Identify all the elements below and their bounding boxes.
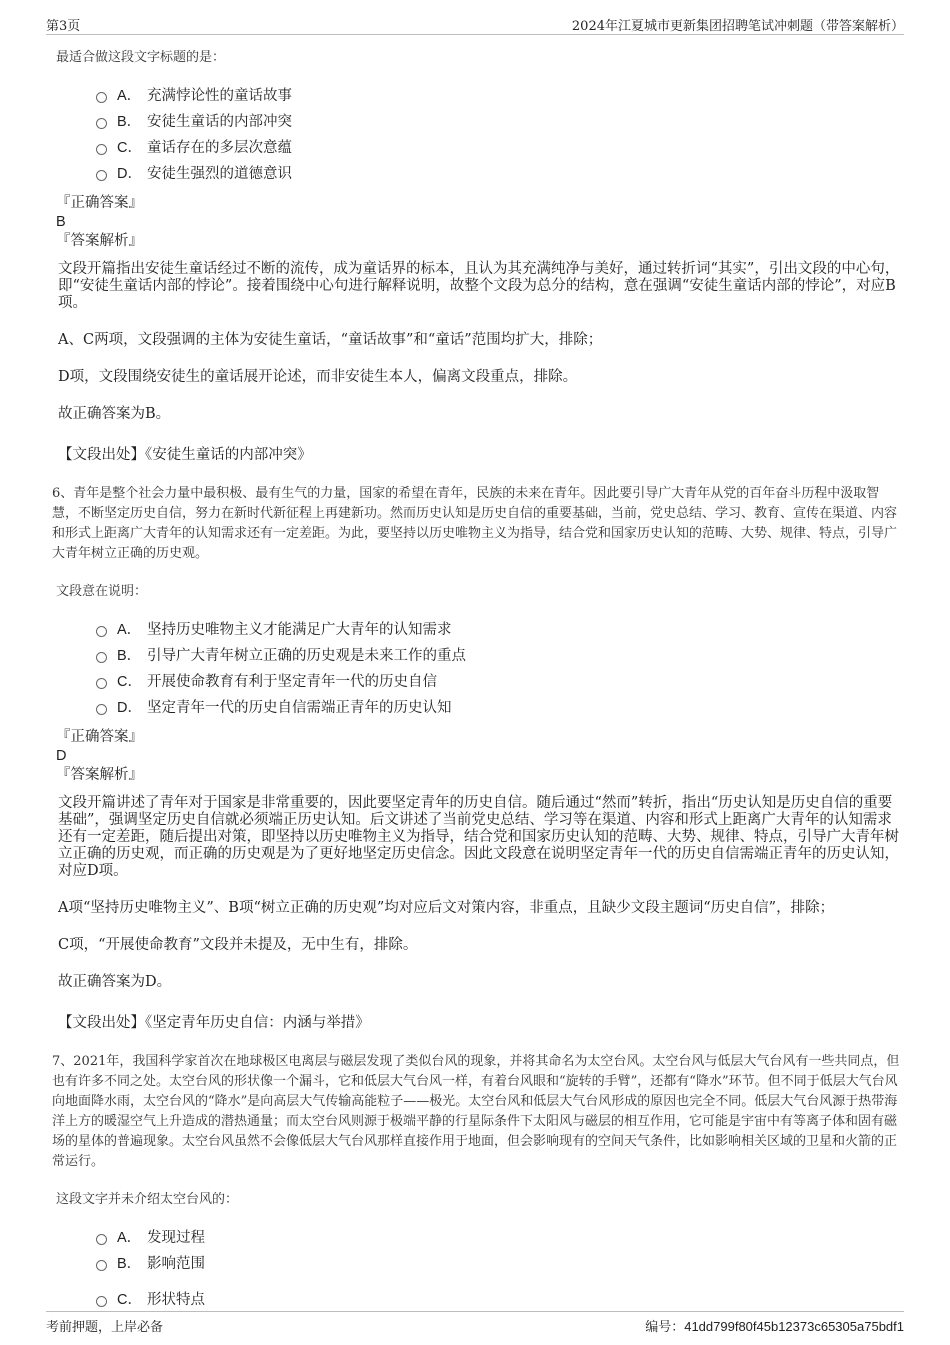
option-b[interactable] bbox=[96, 1249, 901, 1275]
option-letter: C． bbox=[117, 673, 142, 690]
passage-source: 【文段出处】《坚定青年历史自信：内涵与举措》 bbox=[58, 1015, 370, 1031]
option-text: 安徒生强烈的道德意识 bbox=[147, 165, 292, 182]
page-number: 第3页 bbox=[46, 19, 81, 34]
option-a[interactable] bbox=[96, 615, 901, 641]
document-code bbox=[645, 1316, 904, 1335]
page-footer bbox=[46, 1311, 904, 1336]
analysis-paragraph: 文段开篇指出安徒生童话经过不断的流传，成为童话界的标本，且认为其充满纯净与美好，通过转折词“其实”，引出文段的中心句，即“安徒生童话内部的悖论”。接着围绕中心句进行解释说明，故整个文段为总分的结构，意在强调“安徒生童话内部的悖论”，对应B项。 bbox=[58, 261, 900, 311]
option-text: 引导广大青年树立正确的历史观是未来工作的重点 bbox=[147, 647, 466, 664]
option-letter: C． bbox=[117, 139, 142, 156]
option-text: 坚持历史唯物主义才能满足广大青年的认知需求 bbox=[147, 621, 452, 638]
analysis-paragraph: C项，“开展使命教育”文段并未提及，无中生有，排除。 bbox=[58, 937, 418, 953]
correct-answer: D bbox=[56, 748, 67, 764]
code-label: 编号： bbox=[645, 1320, 685, 1335]
page-content bbox=[52, 46, 901, 1319]
question-text: 6、青年是整个社会力量中最积极、最有生气的力量，国家的希望在青年，民族的未来在青年。因此要引导广大青年从党的百年奋斗历程中汲取智慧，不断坚定历史自信，努力在新时代新征程上再建新功。然而历史认知是历史自信的重要基础，当前，党史总结、学习、教育、宣传在渠道、内容和形式上距离广大青年的认知需求还有一定差距。为此，要坚持以历史唯物主义为指导，结合党和国家历史认知的范畴、大势、规律、特点，引导广大青年树立正确的历史观。 bbox=[52, 486, 898, 561]
correct-answer-label: 『正确答案』 bbox=[56, 195, 143, 211]
question-5 bbox=[56, 46, 901, 464]
option-letter: A． bbox=[117, 87, 142, 104]
radio-icon[interactable] bbox=[96, 1296, 107, 1307]
analysis-label: 『答案解析』 bbox=[56, 233, 143, 249]
analysis-label: 『答案解析』 bbox=[56, 767, 143, 783]
footer-slogan: 考前押题，上岸必备 bbox=[46, 1320, 164, 1335]
radio-icon[interactable] bbox=[96, 704, 107, 715]
analysis-body bbox=[58, 261, 901, 423]
option-text: 充满悖论性的童话故事 bbox=[147, 87, 292, 104]
option-text: 童话存在的多层次意蕴 bbox=[147, 139, 292, 156]
option-b[interactable] bbox=[96, 641, 901, 667]
question-prompt: 这段文字并未介绍太空台风的： bbox=[56, 1192, 239, 1207]
option-letter: A． bbox=[117, 621, 142, 638]
analysis-paragraph: A项“坚持历史唯物主义”、B项“树立正确的历史观”均对应后文对策内容，非重点，且缺少文段主题词“历史自信”，排除； bbox=[58, 900, 835, 916]
option-letter: C． bbox=[117, 1291, 142, 1308]
option-letter: B． bbox=[117, 647, 142, 664]
option-letter: B． bbox=[117, 113, 142, 130]
document-title: 2024年江夏城市更新集团招聘笔试冲刺题（带答案解析） bbox=[571, 19, 904, 34]
analysis-paragraph: 故正确答案为D。 bbox=[58, 974, 172, 990]
option-c[interactable] bbox=[96, 667, 901, 693]
option-text: 影响范围 bbox=[147, 1255, 205, 1272]
question-prompt: 最适合做这段文字标题的是： bbox=[56, 50, 226, 65]
question-6 bbox=[52, 484, 901, 1032]
option-letter: B． bbox=[117, 1255, 142, 1272]
option-text: 形状特点 bbox=[147, 1291, 205, 1308]
option-letter: D． bbox=[117, 699, 142, 716]
option-text: 发现过程 bbox=[147, 1229, 205, 1246]
option-c[interactable] bbox=[96, 133, 901, 159]
radio-icon[interactable] bbox=[96, 626, 107, 637]
option-text: 开展使命教育有利于坚定青年一代的历史自信 bbox=[147, 673, 437, 690]
option-letter: D． bbox=[117, 165, 142, 182]
option-list bbox=[96, 1223, 901, 1311]
analysis-paragraph: 文段开篇讲述了青年对于国家是非常重要的，因此要坚定青年的历史自信。随后通过“然而”转折，指出“历史认知是历史自信的重要基础”，强调坚定历史自信就必须端正历史认知。后文讲述了当前党史总结、学习等在渠道、内容和形式上距离广大青年的认知需求还有一定差距，随后提出对策，即坚持以历史唯物主义为指导，结合党和国家历史认知的范畴、大势、规律、特点，引导广大青年树立正确的历史观，而正确的历史观是为了更好地坚定历史信念。因此文段意在说明坚定青年一代的历史自信需端正青年的历史认知，对应D项。 bbox=[58, 795, 899, 879]
radio-icon[interactable] bbox=[96, 652, 107, 663]
question-7 bbox=[52, 1052, 901, 1311]
radio-icon[interactable] bbox=[96, 678, 107, 689]
radio-icon[interactable] bbox=[96, 144, 107, 155]
option-d[interactable] bbox=[96, 159, 901, 185]
passage-source: 【文段出处】《安徒生童话的内部冲突》 bbox=[58, 447, 312, 463]
radio-icon[interactable] bbox=[96, 92, 107, 103]
option-d[interactable] bbox=[96, 693, 901, 719]
analysis-paragraph: 故正确答案为B。 bbox=[58, 406, 171, 422]
option-a[interactable] bbox=[96, 81, 901, 107]
option-list bbox=[96, 81, 901, 185]
radio-icon[interactable] bbox=[96, 1260, 107, 1271]
code-value: 41dd799f80f45b12373c65305a75bdf1 bbox=[684, 1319, 904, 1334]
correct-answer-label: 『正确答案』 bbox=[56, 729, 143, 745]
analysis-paragraph: D项，文段围绕安徒生的童话展开论述，而非安徒生本人，偏离文段重点，排除。 bbox=[58, 369, 578, 385]
option-a[interactable] bbox=[96, 1223, 901, 1249]
option-text: 坚定青年一代的历史自信需端正青年的历史认知 bbox=[147, 699, 452, 716]
option-text: 安徒生童话的内部冲突 bbox=[147, 113, 292, 130]
radio-icon[interactable] bbox=[96, 1234, 107, 1245]
question-prompt: 文段意在说明： bbox=[56, 584, 148, 599]
correct-answer: B bbox=[56, 214, 66, 230]
radio-icon[interactable] bbox=[96, 118, 107, 129]
analysis-paragraph: A、C两项，文段强调的主体为安徒生童话，“童话故事”和“童话”范围均扩大，排除； bbox=[58, 332, 603, 348]
analysis-body bbox=[58, 795, 901, 991]
page-header bbox=[46, 12, 904, 35]
option-letter: A． bbox=[117, 1229, 142, 1246]
question-text: 7、2021年，我国科学家首次在地球极区电离层与磁层发现了类似台风的现象，并将其命名为太空台风。太空台风与低层大气台风有一些共同点，但也有许多不同之处。太空台风的形状像一个漏斗，它和低层大气台风一样，有着台风眼和“旋转的手臂”，还都有“降水”环节。但不同于低层大气台风向地面降水雨，太空台风的“降水”是向高层大气传输高能粒子——极光。太空台风和低层大气台风形成的原因也完全不同。低层大气台风源于热带海洋上方的暖湿空气上升造成的潜热通量；而太空台风则源于极端平静的行星际条件下太阳风与磁层的相互作用，它可能是宇宙中有等离子体和固有磁场的星体的普遍现象。太空台风虽然不会像低层大气台风那样直接作用于地面，但会影响现有的空间天气条件，比如影响相关区域的卫星和火箭的正常运行。 bbox=[52, 1054, 900, 1169]
option-c[interactable] bbox=[96, 1285, 901, 1311]
radio-icon[interactable] bbox=[96, 170, 107, 181]
option-b[interactable] bbox=[96, 107, 901, 133]
option-list bbox=[96, 615, 901, 719]
